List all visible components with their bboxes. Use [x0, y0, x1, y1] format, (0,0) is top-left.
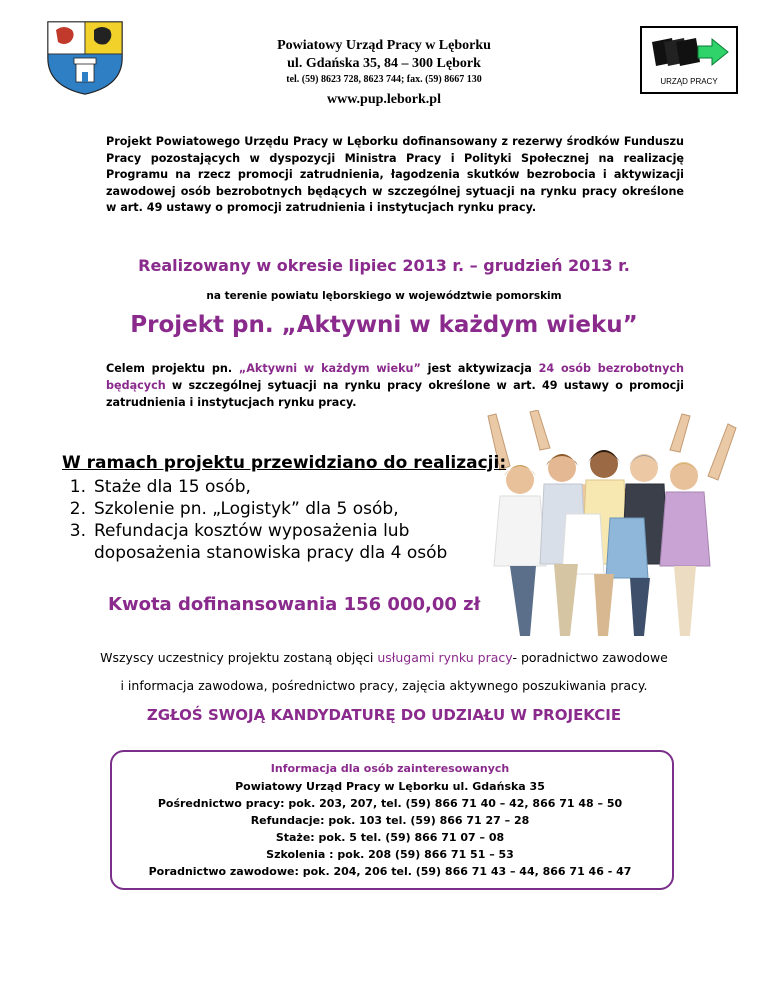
list-item-number: 1. [69, 477, 86, 497]
list-item [62, 520, 447, 542]
services-highlight: usługami rynku pracy [377, 650, 513, 665]
info-box-line: Pośrednictwo pracy: pok. 203, 207, tel. (59) 866 71 40 – 42, 866 71 48 – 50 [157, 797, 623, 810]
list-item [62, 542, 447, 564]
list-item-text: Refundacja kosztów wyposażenia lub [94, 521, 410, 541]
project-period: Realizowany w okresie lipiec 2013 r. – grudzień 2013 r. [138, 256, 630, 275]
list-item-number [62, 542, 86, 564]
goal-text-2: jest aktywizacja [420, 362, 539, 375]
urzad-pracy-logo [640, 26, 738, 94]
list-item-text: doposażenia stanowiska pracy dla 4 osób [94, 543, 448, 563]
goal-count: 24 osób bezrobotnych będących [106, 362, 684, 392]
goal-project-name: „Aktywni w każdym wieku” [238, 362, 421, 375]
project-title: Projekt pn. „Aktywni w każdym wieku” [130, 312, 638, 338]
info-box-line: Szkolenia : pok. 208 (59) 866 71 51 – 53 [266, 848, 514, 861]
planned-list [62, 476, 447, 564]
list-item-text: Szkolenie pn. „Logistyk” dla 5 osób, [94, 499, 399, 519]
services-text-2: - poradnictwo zawodowe [512, 650, 668, 665]
list-item-number: 3. [69, 521, 86, 541]
logo-text: URZĄD PRACY [660, 77, 718, 86]
goal-text-1: Celem projektu pn. [106, 362, 239, 375]
goal-paragraph [106, 360, 684, 411]
planned-heading: W ramach projektu przewidziano do realizacji: [62, 453, 507, 473]
project-area: na terenie powiatu lęborskiego w województwie pomorskim [206, 290, 562, 302]
arrow-logo-icon [642, 28, 736, 78]
funding-amount: Kwota dofinansowania 156 000,00 zł [108, 594, 481, 615]
list-item-text: Staże dla 15 osób, [94, 477, 251, 497]
goal-text-3: w szczególnej sytuacji na rynku pracy określone w art. 49 ustawy o promocji zatrudnienia i instytucjach rynku pracy. [106, 379, 684, 409]
office-name: Powiatowy Urząd Pracy w Lęborku [277, 38, 491, 53]
office-address: ul. Gdańska 35, 84 – 300 Lębork [287, 56, 481, 71]
list-item [62, 498, 447, 520]
services-text-1: Wszyscy uczestnicy projektu zostaną objęci [100, 650, 378, 665]
info-box-line: Poradnictwo zawodowe: pok. 204, 206 tel. (59) 866 71 43 – 44, 866 71 46 - 47 [148, 865, 632, 878]
list-item [62, 476, 447, 498]
intro-paragraph: Projekt Powiatowego Urzędu Pracy w Lęborku dofinansowany z rezerwy środków Funduszu Pracy pozostających w dyspozycji Ministra Pracy i Polityki Społecznej na realizację Programu na rzecz promocji zatrudnienia, łagodzenia skutków bezrobocia i aktywizacji zawodowej osób bezrobotnych będących w szczególnej sytuacji na rynku pracy określone w art. 49 ustawy o promocji zatrudnienia i instytucjach rynku pracy. [106, 135, 684, 214]
office-website[interactable]: www.pup.lebork.pl [327, 92, 441, 107]
info-box-line: Staże: pok. 5 tel. (59) 866 71 07 – 08 [275, 831, 505, 844]
call-to-action: ZGŁOŚ SWOJĄ KANDYDATURĘ DO UDZIAŁU W PROJEKCIE [146, 706, 622, 724]
services-line-2: i informacja zawodowa, pośrednictwo pracy, zajęcia aktywnego poszukiwania pracy. [120, 678, 648, 693]
office-phones: tel. (59) 8623 728, 8623 744; fax. (59) 8667 130 [286, 74, 482, 85]
info-box-line: Refundacje: pok. 103 tel. (59) 866 71 27 – 28 [250, 814, 530, 827]
happy-people-photo [470, 410, 738, 642]
services-line [0, 650, 768, 665]
info-box-line: Powiatowy Urząd Pracy w Lęborku ul. Gdańska 35 [235, 780, 545, 793]
info-box-title: Informacja dla osób zainteresowanych [270, 762, 510, 775]
list-item-number: 2. [69, 499, 86, 519]
